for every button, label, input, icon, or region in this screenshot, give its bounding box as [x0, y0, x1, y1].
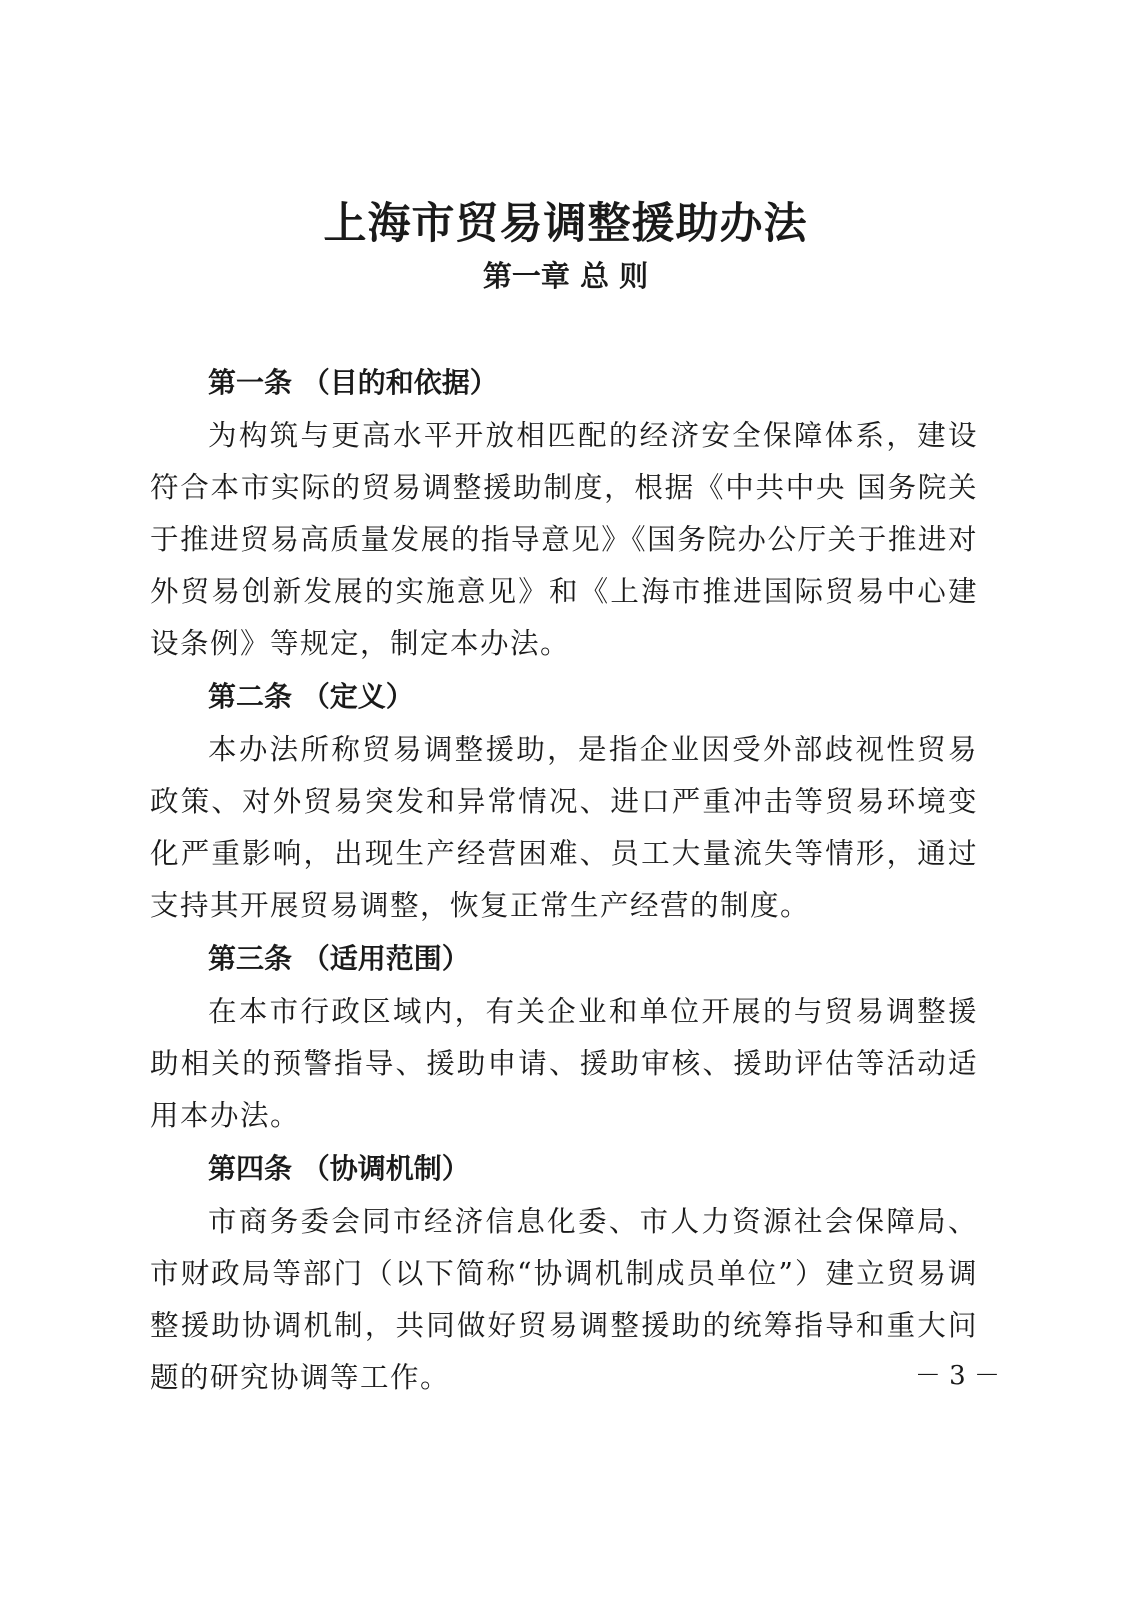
article-heading: 第二条 （定义） [208, 680, 414, 713]
article-3 [150, 932, 978, 1142]
page-number: － 3 － [914, 1361, 1000, 1391]
chapter-title: 第一章 总 则 [482, 259, 649, 293]
article-4 [150, 1142, 978, 1404]
article-1 [150, 356, 978, 670]
article-heading: 第四条 （协调机制） [208, 1152, 470, 1185]
article-paragraph: 本办法所称贸易调整援助，是指企业因受外部歧视性贸易政策、对外贸易突发和异常情况、进口严重冲击等贸易环境变化严重影响，出现生产经营困难、员工大量流失等情形，通过支持其开展贸易调整，恢复正常生产经营的制度。 [150, 733, 978, 922]
article-heading: 第一条 （目的和依据） [208, 366, 498, 399]
article-heading: 第三条 （适用范围） [208, 942, 470, 975]
article-paragraph: 为构筑与更高水平开放相匹配的经济安全保障体系，建设符合本市实际的贸易调整援助制度，根据《中共中央 国务院关于推进贸易高质量发展的指导意见》《国务院办公厅关于推进对外贸易创新发展的实施意见》和《上海市推进国际贸易中心建设条例》等规定，制定本办法。 [150, 419, 978, 660]
document-body [150, 356, 978, 1404]
article-paragraph: 市商务委会同市经济信息化委、市人力资源社会保障局、市财政局等部门（以下简称“协调机制成员单位”）建立贸易调整援助协调机制，共同做好贸易调整援助的统筹指导和重大问题的研究协调等工作。 [150, 1205, 978, 1394]
article-2 [150, 670, 978, 932]
document-title: 上海市贸易调整援助办法 [323, 199, 808, 249]
article-paragraph: 在本市行政区域内，有关企业和单位开展的与贸易调整援助相关的预警指导、援助申请、援助审核、援助评估等活动适用本办法。 [150, 995, 978, 1132]
